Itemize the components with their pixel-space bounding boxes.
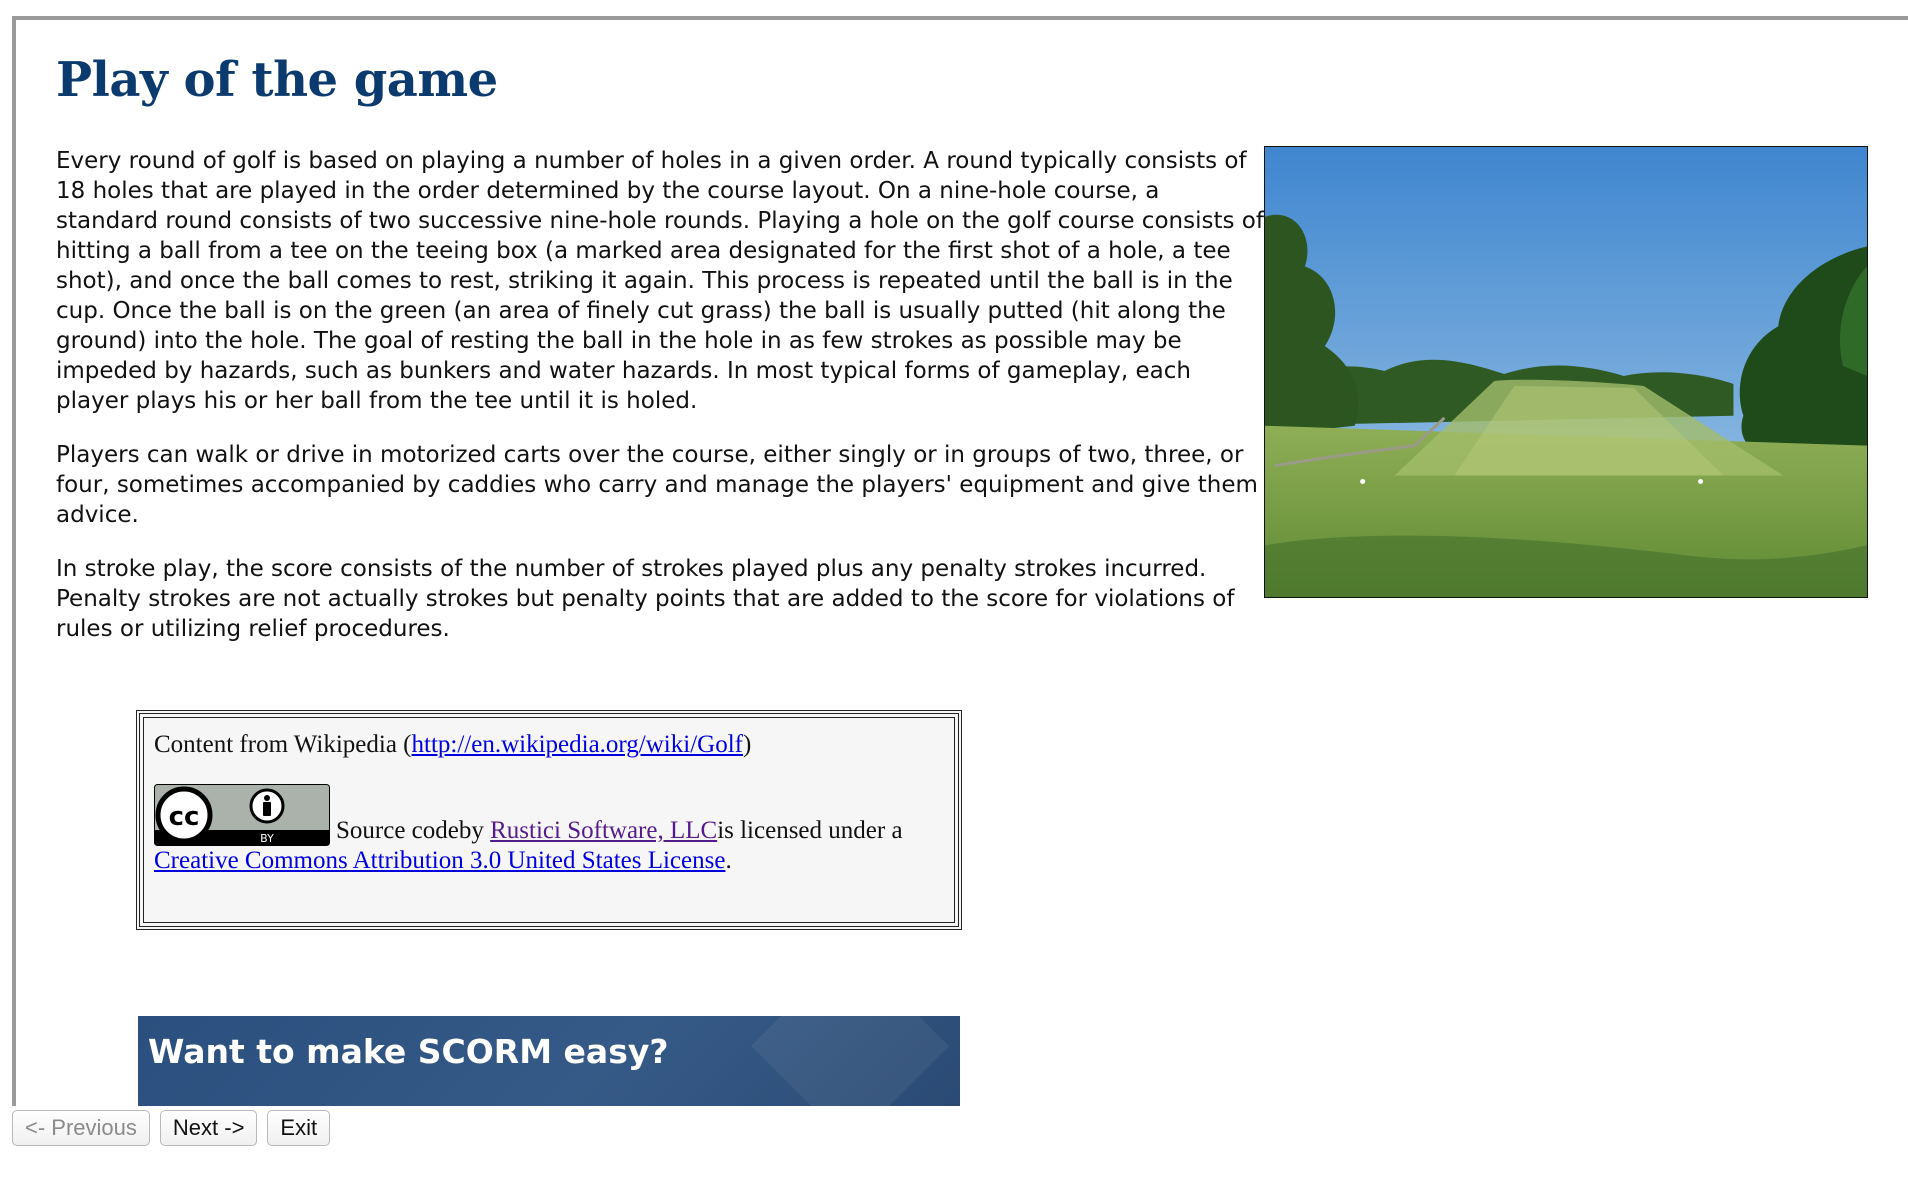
exit-button[interactable]: Exit [267, 1110, 330, 1146]
cc-by-badge[interactable] [154, 784, 330, 846]
page-title: Play of the game [56, 52, 498, 108]
paragraph-1: Every round of golf is based on playing a number of holes in a given order. A round typically consists of 18 holes that are played in the order determined by the course layout. On a nine-hole course, a standard round consists of two successive nine-hole rounds. Playing a hole on the golf course consists of hitting a ball from a tee on the teeing box (a marked area designated for the first shot of a hole, a tee shot), and once the ball comes to rest, striking it again. This process is repeated until the ball is in the cup. Once the ball is on the green (an area of finely cut grass) the ball is usually putted (hit along the ground) into the hole. The goal of resting the ball in the hole in as few strokes as possible may be impeded by hazards, such as bunkers and water hazards. In most typical forms of gameplay, each player plays his or her ball from the tee until it is holed. [56, 148, 1264, 414]
attribution-icon [251, 790, 283, 822]
golf-course-photo [1264, 146, 1868, 598]
scorm-promo-banner[interactable] [138, 1016, 960, 1106]
license-end: . [725, 847, 732, 874]
license-credit-box [136, 710, 962, 930]
next-button[interactable]: Next -> [160, 1110, 258, 1146]
license-statement [154, 784, 944, 876]
previous-button[interactable]: <- Previous [12, 1110, 150, 1146]
article-body [56, 146, 1266, 668]
source-prefix: Source codeby [336, 817, 491, 844]
content-frame [12, 16, 1908, 1106]
creative-commons-icon [158, 789, 210, 841]
rustici-software-link[interactable]: Rustici Software, LLC [490, 817, 718, 844]
license-mid: is licensed under a [717, 817, 903, 844]
svg-text:cc: cc [168, 802, 200, 832]
wikipedia-credit [154, 730, 944, 760]
wikipedia-link[interactable]: http://en.wikipedia.org/wiki/Golf [411, 731, 743, 758]
promo-title: Want to make SCORM easy? [148, 1032, 669, 1071]
cc-license-link[interactable]: Creative Commons Attribution 3.0 United States License [154, 847, 726, 874]
cc-badge-label: BY [260, 832, 274, 845]
paragraph-2: Players can walk or drive in motorized carts over the course, either singly or in groups of two, three, or four, sometimes accompanied by caddies who carry and manage the players' equipment and give them advice. [56, 442, 1258, 528]
content-prefix: Content from Wikipedia ( [154, 731, 412, 758]
promo-decoration [751, 1016, 949, 1106]
content-suffix: ) [742, 731, 752, 758]
navigation-bar [12, 1110, 330, 1148]
paragraph-3: In stroke play, the score consists of the number of strokes played plus any penalty strokes incurred. Penalty strokes are not actually strokes but penalty points that are added to the score for violations of rules or utilizing relief procedures. [56, 556, 1235, 642]
